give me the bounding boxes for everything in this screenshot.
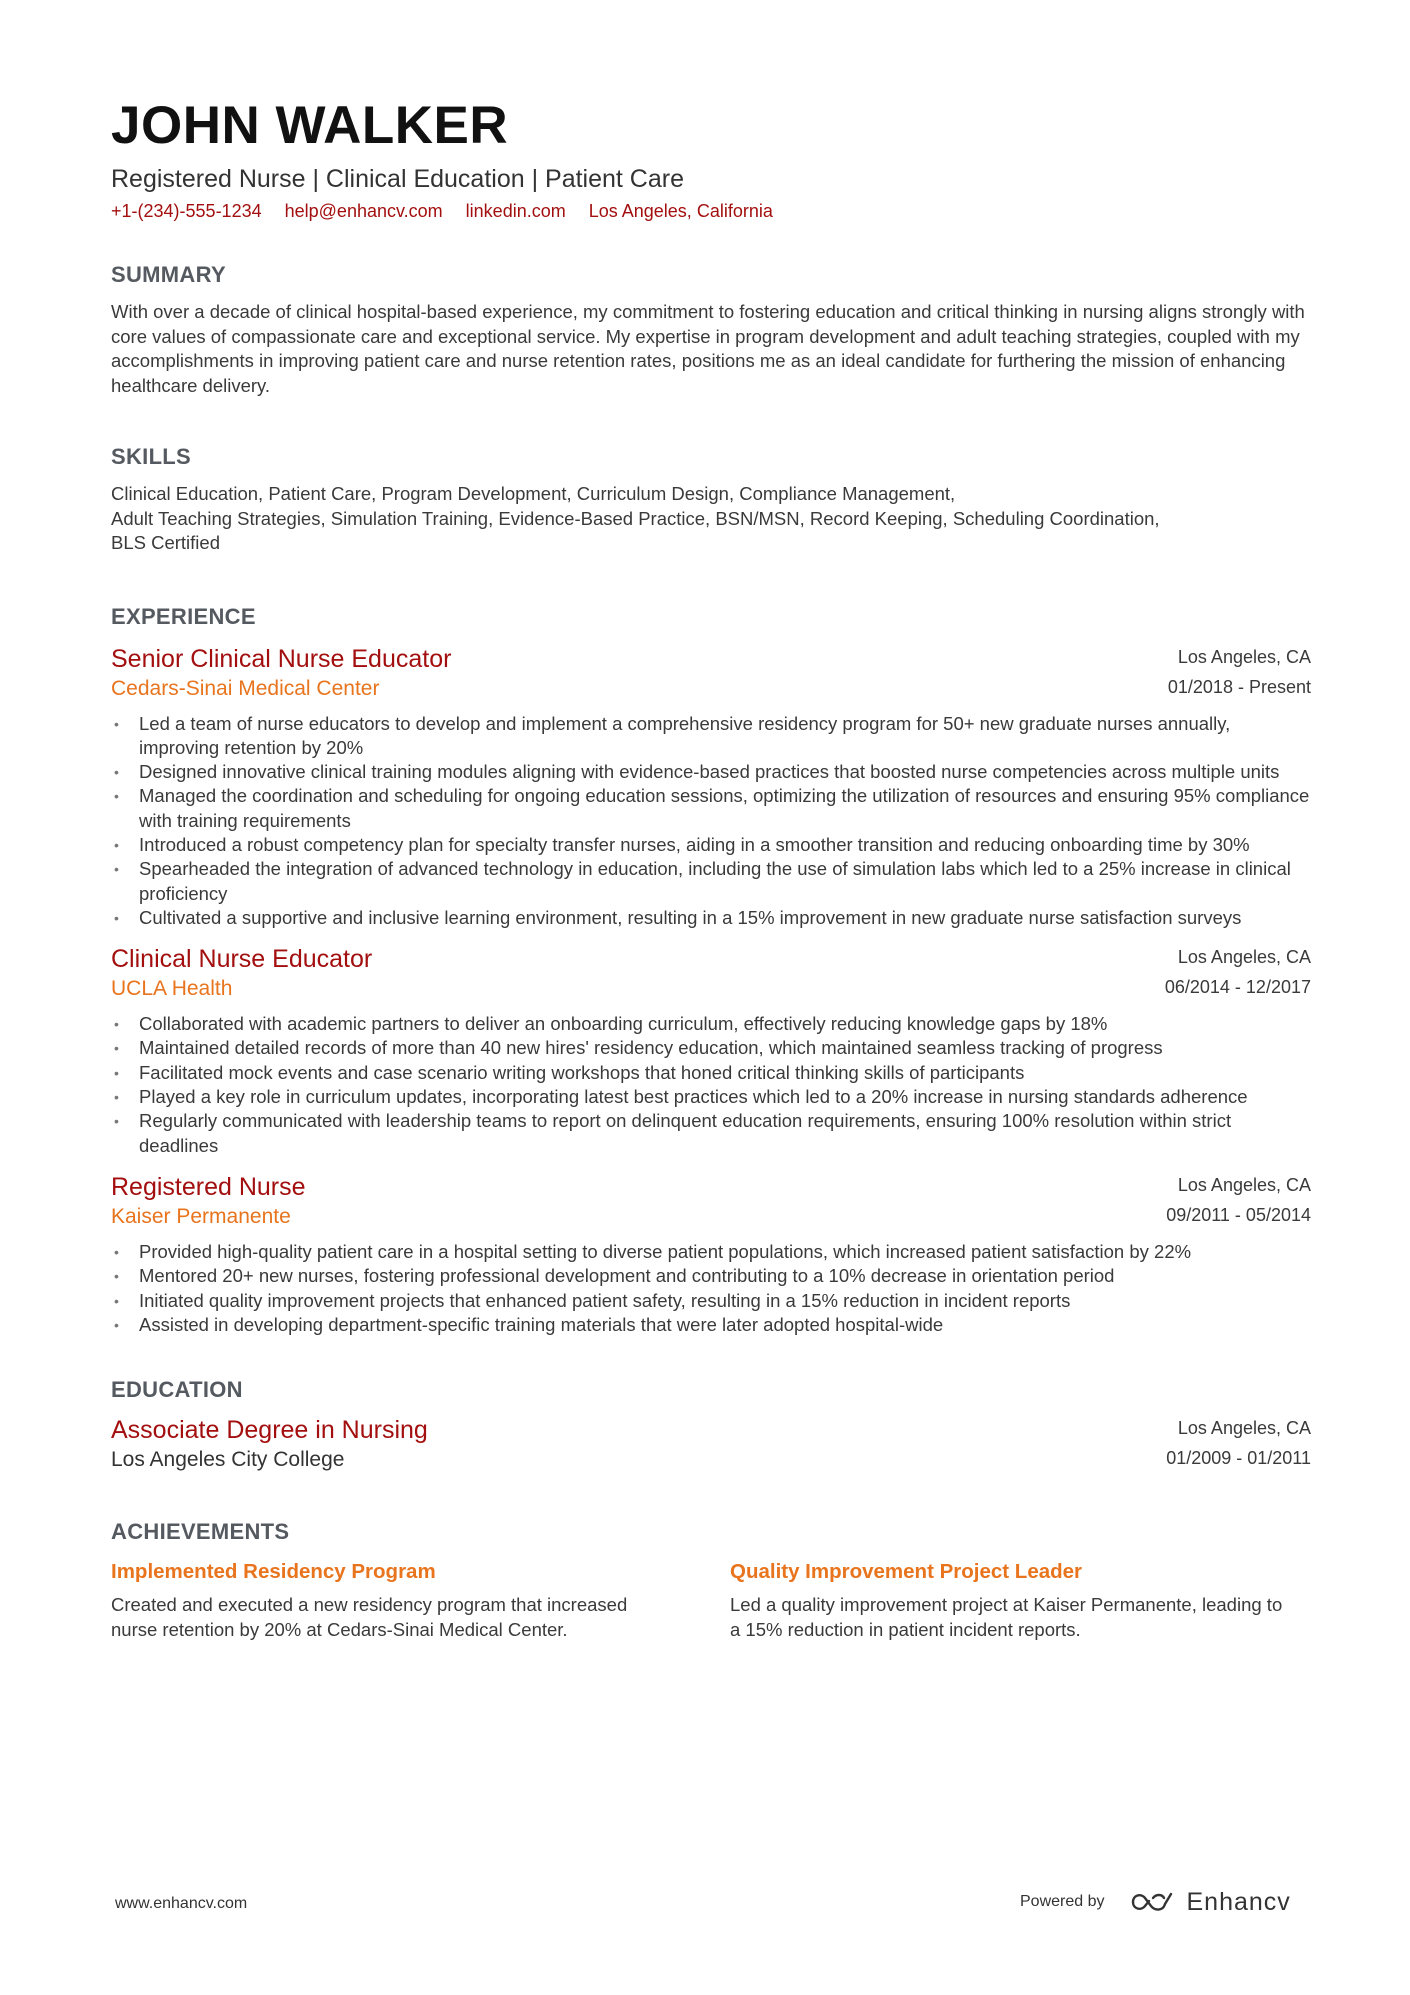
bullet-item: • Designed innovative clinical training modules aligning with evidence-based practices that boosted nurse competencies across multiple units [111, 760, 1311, 784]
bullet-item: • Introduced a robust competency plan for specialty transfer nurses, aiding in a smoother transition and reducing onboarding time by 30% [111, 833, 1311, 857]
bullet-item: • Cultivated a supportive and inclusive learning environment, resulting in a 15% improvement in new graduate nurse satisfaction surveys [111, 906, 1311, 930]
brand-name[interactable]: Enhancv [1186, 1887, 1291, 1916]
footer-website[interactable]: www.enhancv.com [115, 1895, 248, 1912]
footer-branding [1020, 1884, 1291, 1920]
job-bullets [111, 712, 1311, 931]
job-dates: 09/2011 - 05/2014 [1166, 1204, 1311, 1225]
achievement-text: Led a quality improvement project at Kaiser Permanente, leading to a 15% reduction in patient incident reports. [730, 1594, 1283, 1640]
achievements-section [111, 1519, 1311, 1669]
achievements-grid [111, 1559, 1311, 1669]
summary-text: With over a decade of clinical hospital-based experience, my commitment to fostering education and critical thinking in nursing aligns strongly with core values of compassionate care and exceptional service. My expertise in program development and adult teaching strategies, coupled with my accomplishments in improving patient care and nurse retention rates, positions me as an ideal candidate for furthering the mission of enhancing healthcare delivery. [111, 301, 1305, 396]
job-company: UCLA Health [111, 977, 233, 1001]
job-entry [111, 1172, 1311, 1337]
bullet-item: • Initiated quality improvement projects that enhanced patient safety, resulting in a 15% reduction in incident reports [111, 1289, 1311, 1313]
bullet-item: • Regularly communicated with leadership teams to report on delinquent education requirements, ensuring 100% resolution within strict deadlines [114, 1110, 1232, 1156]
achievement-item [111, 1559, 671, 1642]
achievement-item [730, 1559, 1290, 1642]
job-location: Los Angeles, CA [1177, 1174, 1311, 1195]
edu-school: Los Angeles City College [111, 1448, 345, 1472]
bullet-dot-icon: • [114, 836, 119, 853]
job-dates: 01/2018 - Present [1167, 676, 1311, 697]
bullet-dot-icon: • [114, 1040, 119, 1057]
bullet-item: • Collaborated with academic partners to deliver an onboarding curriculum, effectively reducing knowledge gaps by 18% [111, 1012, 1311, 1036]
bullet-item: • Led a team of nurse educators to develop and implement a comprehensive residency program for 50+ new graduate nurses annually, improving retention by 20% [114, 712, 1231, 758]
edu-degree: Associate Degree in Nursing [111, 1416, 428, 1445]
candidate-name: JOHN WALKER [111, 96, 509, 155]
edu-location: Los Angeles, CA [1177, 1418, 1311, 1439]
achievement-text: Created and executed a new residency program that increased nurse retention by 20% at Cedars-Sinai Medical Center. [111, 1594, 628, 1640]
experience-section [111, 604, 1311, 1338]
location: Los Angeles, California [588, 201, 773, 221]
education-heading: EDUCATION [111, 1377, 243, 1403]
job-company: Cedars-Sinai Medical Center [111, 676, 380, 700]
bullet-item: • Facilitated mock events and case scenario writing workshops that honed critical thinking skills of participants [111, 1061, 1311, 1085]
bullet-item: • Played a key role in curriculum updates, incorporating latest best practices which led to a 20% increase in nursing standards adherence [111, 1085, 1311, 1109]
experience-heading: EXPERIENCE [111, 603, 256, 629]
job-dates: 06/2014 - 12/2017 [1164, 977, 1311, 998]
bullet-dot-icon: • [114, 764, 119, 781]
bullet-dot-icon: • [114, 1064, 119, 1081]
bullet-dot-icon: • [114, 1113, 119, 1130]
skills-line: Adult Teaching Strategies, Simulation Training, Evidence-Based Practice, BSN/MSN, Record Keeping, Scheduling Coordination, [111, 507, 1160, 529]
job-header [111, 944, 1311, 1004]
resume-content [111, 96, 1311, 1669]
bullet-item: • Assisted in developing department-specific training materials that were later adopted hospital-wide [111, 1313, 1311, 1337]
skills-line: Clinical Education, Patient Care, Program Development, Curriculum Design, Compliance Management, [111, 483, 956, 504]
contact-line [111, 200, 1311, 222]
bullet-dot-icon: • [114, 1268, 119, 1285]
education-entry [111, 1415, 1311, 1475]
bullet-dot-icon: • [114, 1292, 119, 1309]
job-location: Los Angeles, CA [1177, 646, 1311, 667]
job-title: Registered Nurse [111, 1172, 306, 1201]
skills-heading: SKILLS [111, 444, 192, 469]
achievement-title: Quality Improvement Project Leader [730, 1560, 1083, 1584]
job-header [111, 1172, 1311, 1232]
summary-heading: SUMMARY [111, 262, 226, 287]
enhancv-logo-icon [1131, 1890, 1177, 1914]
bullet-dot-icon: • [114, 1089, 119, 1106]
job-entry [111, 644, 1311, 931]
skills-section [111, 444, 1311, 556]
job-location: Los Angeles, CA [1177, 947, 1311, 968]
skills-list [111, 482, 1311, 556]
bullet-dot-icon: • [114, 1316, 119, 1333]
education-section [111, 1377, 1311, 1475]
job-bullets [111, 1240, 1311, 1337]
phone[interactable]: +1-(234)-555-1234 [111, 201, 262, 221]
bullet-dot-icon: • [114, 1243, 119, 1260]
job-header [111, 644, 1311, 704]
job-bullets [111, 1012, 1311, 1158]
bullet-item: • Maintained detailed records of more than 40 new hires' residency education, which maintained seamless tracking of progress [111, 1036, 1311, 1060]
job-title: Senior Clinical Nurse Educator [111, 644, 452, 673]
bullet-dot-icon: • [114, 909, 119, 926]
edu-dates: 01/2009 - 01/2011 [1166, 1448, 1311, 1469]
job-title: Clinical Nurse Educator [111, 945, 373, 974]
email[interactable]: help@enhancv.com [284, 201, 443, 221]
bullet-item: • Managed the coordination and scheduling for ongoing education sessions, optimizing the utilization of resources and ensuring 95% compliance with training requirements [114, 785, 1310, 831]
bullet-item: • Provided high-quality patient care in a hospital setting to diverse patient populations, which increased patient satisfaction by 22% [111, 1240, 1311, 1264]
bullet-dot-icon: • [114, 715, 119, 732]
skills-line: BLS Certified [111, 532, 220, 553]
job-company: Kaiser Permanente [111, 1204, 291, 1228]
job-entry [111, 944, 1311, 1158]
summary-section [111, 262, 1311, 398]
achievement-title: Implemented Residency Program [111, 1560, 436, 1584]
bullet-dot-icon: • [114, 861, 119, 878]
bullet-dot-icon: • [114, 1016, 119, 1033]
bullet-item: • Spearheaded the integration of advanced technology in education, including the use of simulation labs which led to a 25% increase in clinical proficiency [114, 858, 1291, 904]
linkedin[interactable]: linkedin.com [465, 201, 566, 221]
achievements-heading: ACHIEVEMENTS [111, 1519, 290, 1545]
bullet-dot-icon: • [114, 788, 119, 805]
bullet-item: • Mentored 20+ new nurses, fostering professional development and contributing to a 10% decrease in orientation period [111, 1264, 1311, 1288]
powered-by-label: Powered by [1020, 1893, 1105, 1910]
candidate-title: Registered Nurse | Clinical Education | Patient Care [111, 165, 684, 193]
